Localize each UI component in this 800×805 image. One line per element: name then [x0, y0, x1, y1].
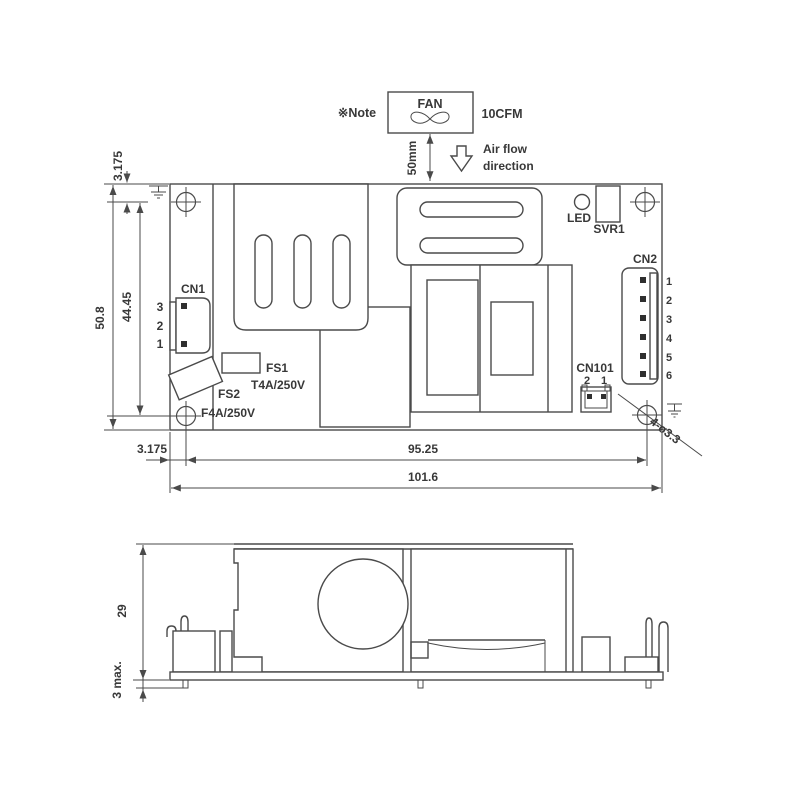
fs1-rating-label: T4A/250V — [251, 378, 306, 392]
cn101-pin-contact — [601, 394, 606, 399]
top-view — [149, 184, 702, 456]
pcb-side-bar — [170, 672, 663, 680]
ground-symbol-top-left — [149, 186, 168, 198]
cn101-connector — [576, 361, 614, 412]
cn2-pin-number: 3 — [665, 314, 673, 326]
cn101-pin2-label: 2 — [583, 375, 591, 387]
cn101-label: CN101 — [576, 361, 614, 375]
cn2-pin-contact — [640, 296, 646, 302]
airflow-direction-arrow-icon — [451, 146, 472, 171]
cn2-pin-contact — [640, 353, 646, 359]
svr1-label: SVR1 — [593, 222, 625, 236]
fan-blade-right — [430, 112, 449, 123]
cn2-side — [625, 618, 668, 672]
fs1-body — [222, 353, 260, 373]
dim-board-width: 101.6 — [407, 470, 439, 484]
cn2-pin-number: 5 — [665, 352, 673, 364]
dim-hole-offset-left: 3.175 — [136, 442, 168, 456]
cn1-side — [167, 616, 232, 672]
cn1-pin-contact — [181, 303, 187, 309]
transformer-side — [411, 549, 573, 672]
cn1-pin-contact — [181, 341, 187, 347]
fan-label: FAN — [417, 97, 443, 111]
capacitor-side — [318, 559, 408, 649]
cn1-connector — [157, 282, 210, 353]
fs1-label: FS1 — [266, 361, 289, 375]
through-pin — [183, 680, 188, 688]
cn2-side-pin — [646, 618, 652, 657]
airflow-caption-line1: Air flow — [483, 142, 527, 156]
fan-clearance-label: 50mm — [405, 140, 419, 176]
mounting-hole-size-label: 4-ø3.3 — [647, 414, 684, 447]
cn1-side-pin — [181, 616, 188, 631]
fan-assembly — [338, 92, 534, 181]
fs2-rating-label: F4A/250V — [201, 406, 256, 420]
cn1-pin3-label: 3 — [156, 300, 164, 314]
cn2-pin-number: 2 — [665, 295, 673, 307]
side-view — [167, 544, 668, 688]
cn2-label: CN2 — [632, 252, 658, 266]
heatsink-top — [397, 188, 542, 265]
dim-hole-span-horizontal: 95.25 — [407, 442, 439, 456]
fs2-label: FS2 — [218, 387, 241, 401]
led-label: LED — [567, 211, 591, 225]
cn2-body — [622, 268, 658, 384]
through-pin — [646, 680, 651, 688]
dim-hole-span-vertical: 44.45 — [120, 291, 134, 323]
fan-blade-icon — [411, 112, 449, 123]
cn1-label: CN1 — [180, 282, 206, 296]
dim-component-height: 29 — [115, 604, 129, 618]
transformer-side-outline — [411, 549, 573, 672]
through-pin — [418, 680, 423, 688]
heatsink-left — [234, 184, 368, 330]
airflow-rate-label: 10CFM — [481, 107, 523, 121]
cn101-pin1-label: 1 — [600, 375, 608, 387]
cn101-pin-contact — [587, 394, 592, 399]
cn1-pin2-label: 2 — [156, 319, 164, 333]
cn2-pin-contact — [640, 334, 646, 340]
cn2-pin-number: 6 — [665, 370, 673, 382]
dim-pin-protrusion: 3 max. — [110, 661, 124, 699]
cn2-pin-contact — [640, 277, 646, 283]
ground-symbol-bottom-right — [667, 404, 682, 417]
cn1-side-bar — [170, 302, 176, 350]
dim-hole-offset-top: 3.175 — [111, 150, 125, 182]
airflow-caption-line2: direction — [483, 159, 534, 173]
cn2-side-hook-pin — [659, 622, 668, 672]
cn2-connector — [622, 252, 673, 384]
fan-note-label: ※Note — [337, 106, 377, 120]
cn2-pin-number: 1 — [665, 276, 673, 288]
cn2-side-base — [625, 657, 658, 672]
cn2-pin-contact — [640, 315, 646, 321]
cn1-pin1-label: 1 — [156, 337, 164, 351]
cn2-pin-number: 4 — [665, 333, 673, 345]
component-small-side — [220, 631, 232, 672]
component-side-svr — [582, 637, 610, 672]
dim-board-height: 50.8 — [93, 306, 107, 330]
fan-blade-left — [411, 112, 430, 123]
cn1-side-body — [173, 631, 215, 672]
cn2-pin-contact — [640, 371, 646, 377]
transformer-block — [411, 265, 572, 412]
